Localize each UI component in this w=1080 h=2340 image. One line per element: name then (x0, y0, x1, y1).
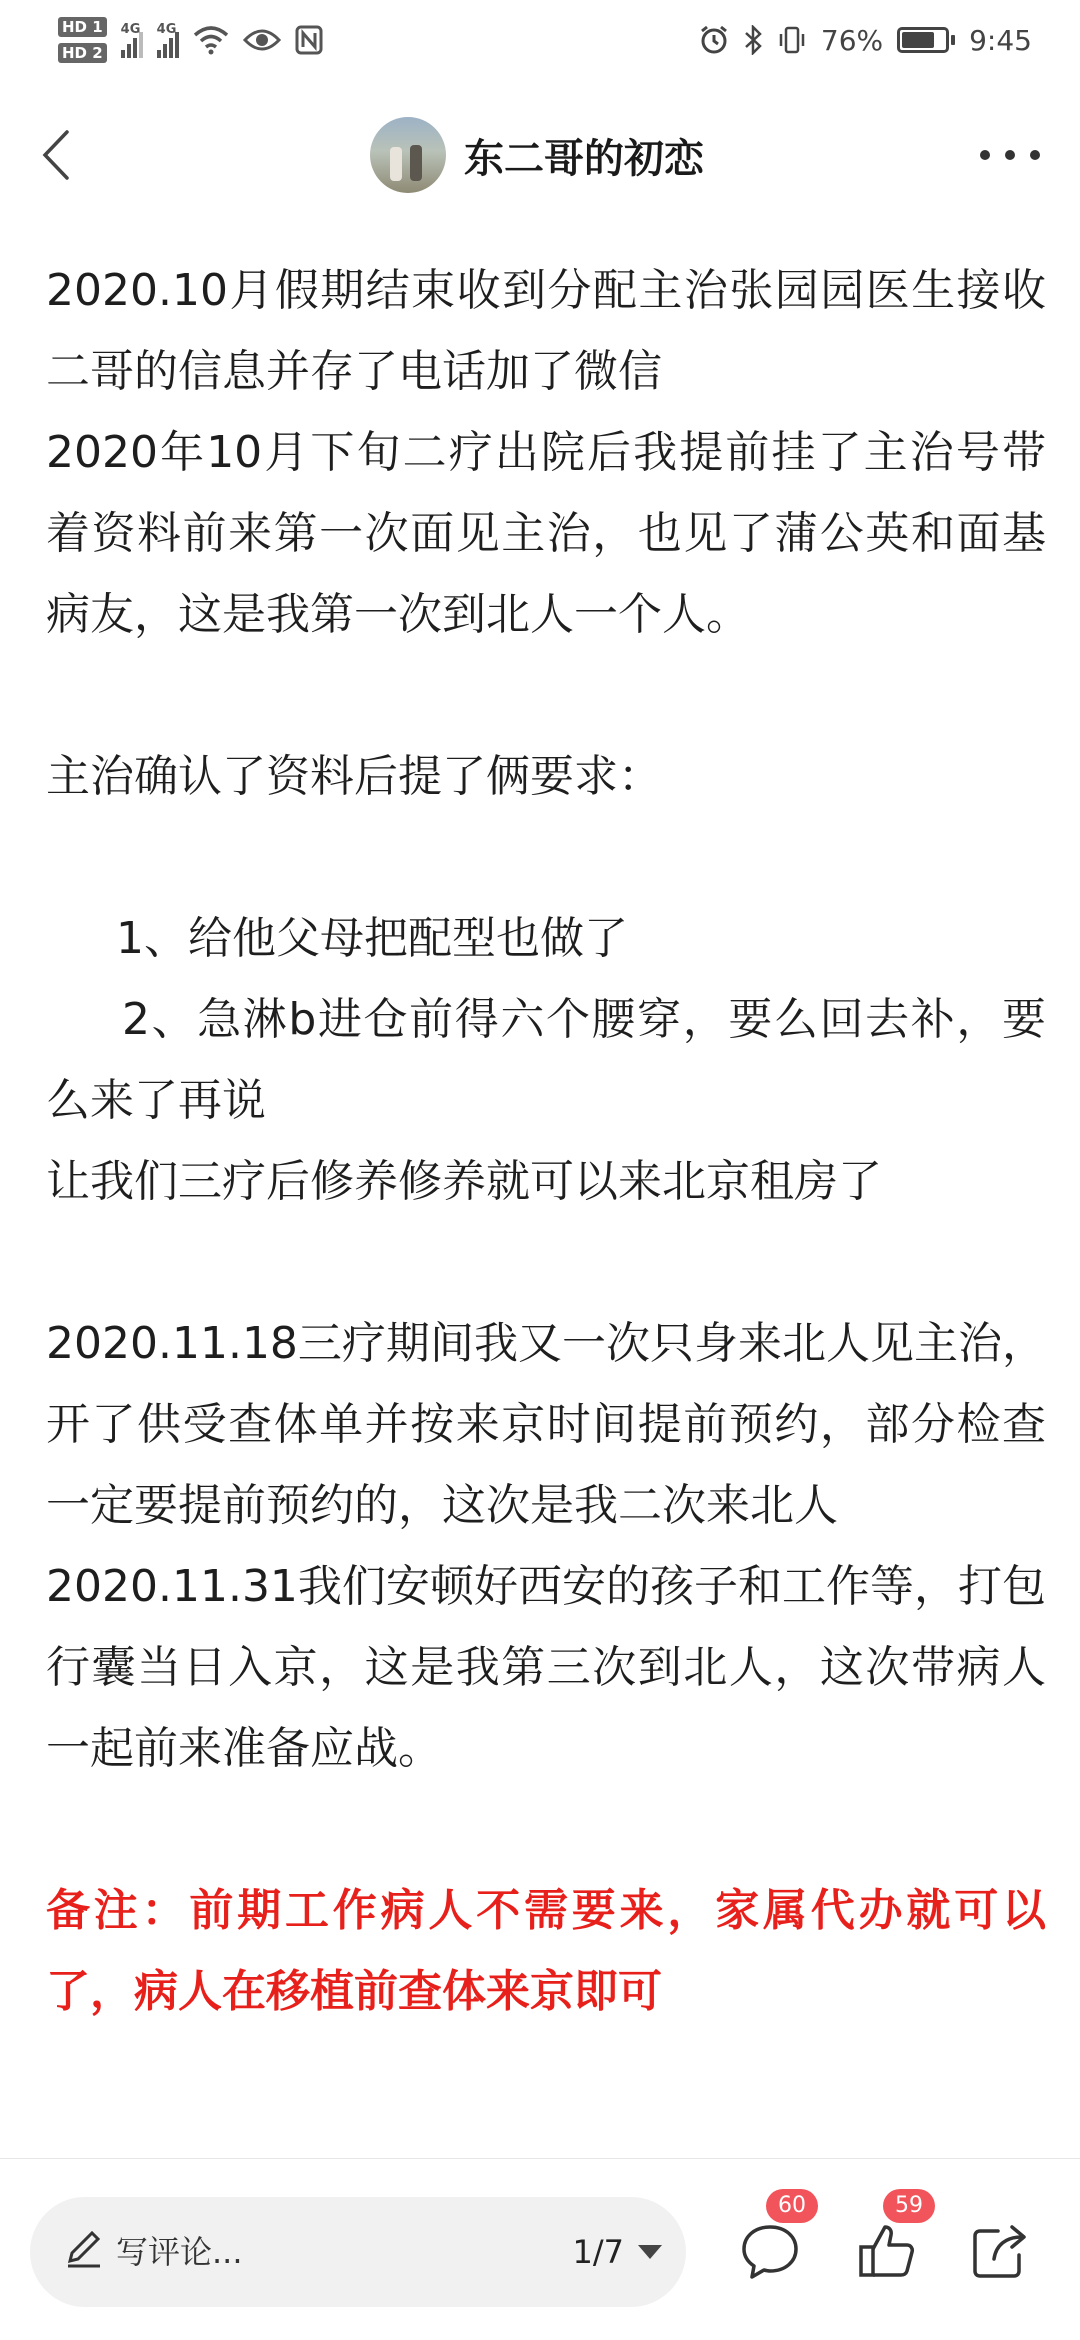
status-right (699, 10, 1032, 70)
blank-line (46, 1789, 1046, 1870)
share-icon (968, 2219, 1032, 2283)
signal-icon-1 (121, 22, 143, 58)
paragraph: 让我们三疗后修养修养就可以来北京租房了 (46, 1156, 882, 1207)
paragraph (46, 979, 1046, 1141)
sim-indicators (58, 17, 107, 63)
comment-button[interactable] (738, 2193, 806, 2283)
nfc-icon (295, 25, 323, 55)
app-header (0, 100, 1080, 210)
page-indicator: 1/7 (572, 2233, 624, 2271)
alarm-icon (699, 25, 729, 55)
author-info[interactable] (370, 115, 704, 195)
paragraph: 2020年10月下旬二疗出院后我提前挂了主治号带着资料前来第一次面见主治，也见了蒲公英和面基病友，这是我第一次到北人一个人。 (46, 427, 1046, 640)
paragraph-text: 2、急淋b进仓前得六个腰穿，要么回去补，要么来了再说 (46, 994, 1046, 1126)
clock: 9:45 (969, 23, 1032, 57)
paragraph: 主治确认了资料后提了俩要求： (46, 751, 662, 802)
like-count-badge: 59 (883, 2189, 935, 2223)
status-bar (0, 0, 1080, 80)
more-icon (980, 150, 990, 160)
wifi-icon (193, 25, 229, 55)
network-type-2: 4G (156, 22, 177, 37)
blank-line (46, 817, 1046, 898)
bottom-bar (0, 2158, 1080, 2340)
blank-line (46, 1222, 1046, 1303)
paragraph: 2020.11.31我们安顿好西安的孩子和工作等，打包行囊当日入京，这是我第三次到北人，这次带病人一起前来准备应战。 (46, 1561, 1046, 1774)
comment-input[interactable] (30, 2197, 686, 2307)
eye-comfort-icon (243, 27, 281, 53)
paragraph: 2020.10月假期结束收到分配主治张园园医生接收二哥的信息并存了电话加了微信 (46, 265, 1046, 397)
status-left (58, 10, 323, 70)
page-selector[interactable] (573, 2231, 663, 2273)
vibrate-icon (777, 25, 807, 55)
share-button[interactable] (968, 2219, 1032, 2283)
article-body (46, 250, 1046, 2158)
battery-percent: 76% (820, 23, 884, 57)
sim1-label: HD 1 (58, 17, 107, 37)
paragraph: 1、给他父母把配型也做了 (116, 913, 628, 964)
signal-icon-2 (157, 22, 179, 58)
back-arrow-icon (41, 129, 71, 181)
network-type-1: 4G (120, 22, 141, 37)
comment-icon (738, 2219, 802, 2283)
sim2-label: HD 2 (58, 43, 107, 63)
avatar[interactable] (370, 117, 446, 193)
note-paragraph: 备注：前期工作病人不需要来，家属代办就可以了，病人在移植前查体来京即可 (46, 1885, 1046, 2017)
chevron-down-icon (638, 2245, 662, 2259)
paragraph: 2020.11.18三疗期间我又一次只身来北人见主治，开了供受查体单并按来京时间提前预约，部分检查一定要提前预约的，这次是我二次来北人 (46, 1318, 1046, 1531)
bluetooth-icon (743, 25, 763, 55)
like-button[interactable] (855, 2193, 923, 2283)
comment-count-badge: 60 (766, 2189, 818, 2223)
back-button[interactable] (26, 122, 86, 188)
blank-line (46, 655, 1046, 736)
thumbs-up-icon (855, 2219, 919, 2283)
page-title: 东二哥的初恋 (464, 135, 704, 182)
pencil-icon (64, 2229, 104, 2269)
comment-placeholder: 写评论... (116, 2233, 243, 2271)
more-button[interactable] (980, 140, 1040, 170)
battery-icon (897, 27, 955, 53)
